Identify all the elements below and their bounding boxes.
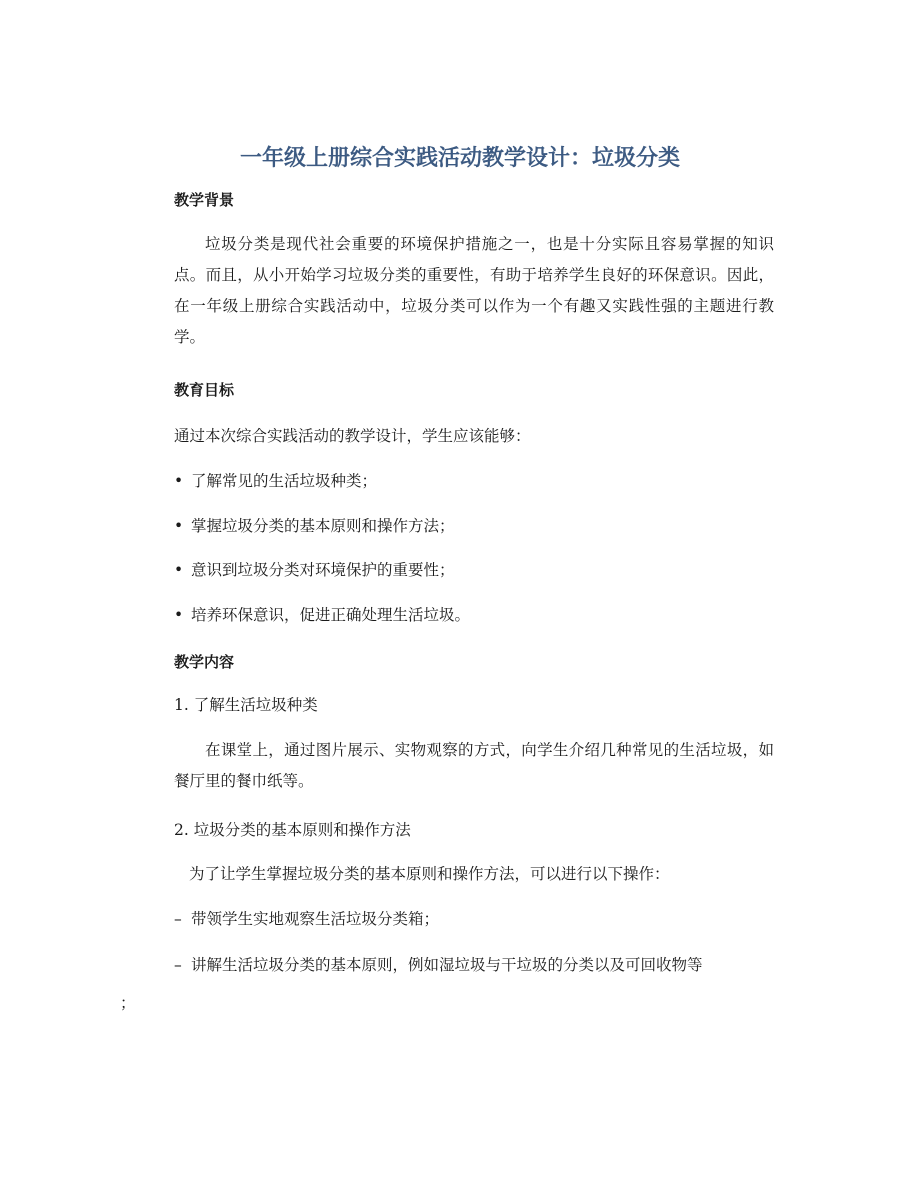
list-item bbox=[174, 469, 377, 493]
dash-list-item bbox=[174, 907, 439, 931]
dash-icon: – bbox=[174, 956, 182, 974]
list-item-text: 意识到垃圾分类对环境保护的重要性； bbox=[191, 561, 455, 579]
dash-list-item-text: 讲解生活垃圾分类的基本原则，例如湿垃圾与干垃圾的分类以及可回收物等 bbox=[191, 956, 703, 974]
list-item-text: 培养环保意识，促进正确处理生活垃圾。 bbox=[191, 606, 471, 624]
content-item1-title: 1. 了解生活垃圾种类 bbox=[174, 696, 318, 714]
bullet-icon: • bbox=[174, 561, 184, 579]
trailing-punctuation: ； bbox=[120, 994, 136, 1012]
content-item2-intro: 为了让学生掌握垃圾分类的基本原则和操作方法，可以进行以下操作： bbox=[189, 865, 670, 883]
section-heading-background: 教学背景 bbox=[174, 191, 235, 209]
dash-icon: – bbox=[174, 910, 182, 928]
section-heading-goals: 教育目标 bbox=[174, 381, 235, 399]
list-item bbox=[174, 603, 470, 627]
content-item2-title: 2. 垃圾分类的基本原则和操作方法 bbox=[174, 821, 411, 839]
goals-intro: 通过本次综合实践活动的教学设计，学生应该能够： bbox=[174, 427, 531, 445]
document-title: 一年级上册综合实践活动教学设计：垃圾分类 bbox=[239, 146, 680, 171]
bullet-icon: • bbox=[174, 606, 184, 624]
bullet-icon: • bbox=[174, 517, 184, 535]
dash-list-item-text: 带领学生实地观察生活垃圾分类箱； bbox=[191, 910, 440, 928]
background-paragraph: 垃圾分类是现代社会重要的环境保护措施之一，也是十分实际且容易掌握的知识点。而且，从小开始学习垃圾分类的重要性，有助于培养学生良好的环保意识。因此，在一年级上册综合实践活动中，垃圾分类可以作为一个有趣又实践性强的主题进行教学。 bbox=[174, 235, 774, 346]
dash-list-item bbox=[174, 953, 703, 977]
list-item-text: 了解常见的生活垃圾种类； bbox=[191, 472, 378, 490]
section-heading-content: 教学内容 bbox=[174, 653, 235, 671]
bullet-icon: • bbox=[174, 472, 184, 490]
content-item1-paragraph: 在课堂上，通过图片展示、实物观察的方式，向学生介绍几种常见的生活垃圾，如餐厅里的餐巾纸等。 bbox=[174, 741, 774, 790]
list-item bbox=[174, 558, 455, 582]
list-item-text: 掌握垃圾分类的基本原则和操作方法； bbox=[191, 517, 455, 535]
list-item bbox=[174, 514, 455, 538]
